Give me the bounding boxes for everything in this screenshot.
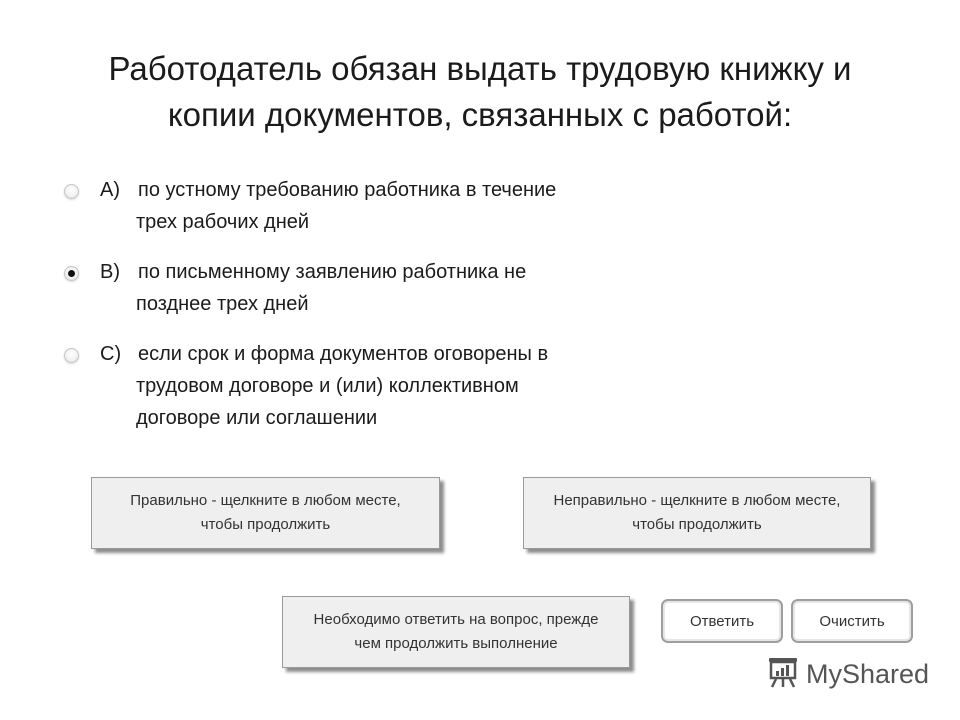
correct-feedback-line-1: Правильно - щелкните в любом месте,: [130, 492, 401, 509]
radio-c[interactable]: [64, 348, 79, 363]
option-b-text-line-2: позднее трех дней: [136, 293, 309, 315]
incorrect-feedback-box[interactable]: [523, 477, 871, 549]
answer-required-box[interactable]: [282, 596, 630, 668]
option-a-text-line-1: по устному требованию работника в течение: [138, 179, 557, 201]
option-b-text-line-1: по письменному заявлению работника не: [138, 261, 527, 283]
option-a-letter: A): [100, 179, 120, 201]
watermark-text: MyShared: [806, 659, 930, 689]
option-a[interactable]: [64, 175, 664, 237]
option-c-text-line-3: договоре или соглашении: [136, 407, 378, 429]
clear-button[interactable]: Очистить: [791, 599, 913, 643]
radio-b-selected[interactable]: [64, 266, 79, 281]
incorrect-feedback-line-1: Неправильно - щелкните в любом месте,: [553, 492, 841, 509]
radio-a[interactable]: [64, 184, 79, 199]
question-title: [60, 46, 900, 138]
option-c-text-line-1: если срок и форма документов оговорены в: [138, 343, 549, 365]
option-b-letter: B): [100, 261, 120, 283]
question-line-2: копии документов, связанных с работой:: [167, 96, 793, 133]
answer-required-line-2: чем продолжить выполнение: [354, 635, 558, 652]
correct-feedback-box[interactable]: [91, 477, 440, 549]
submit-button[interactable]: Ответить: [661, 599, 783, 643]
option-c-letter: C): [100, 343, 122, 365]
myshared-watermark: [766, 655, 929, 694]
question-line-1: Работодатель обязан выдать трудовую книжку и: [108, 50, 852, 87]
correct-feedback-line-2: чтобы продолжить: [200, 516, 331, 533]
option-b[interactable]: [64, 257, 664, 319]
option-c[interactable]: [64, 339, 664, 433]
option-a-text-line-2: трех рабочих дней: [136, 211, 310, 233]
presentation-board-icon: [766, 655, 800, 694]
incorrect-feedback-line-2: чтобы продолжить: [632, 516, 762, 533]
option-c-text-line-2: трудовом договоре и (или) коллективном: [136, 375, 519, 397]
answer-required-line-1: Необходимо ответить на вопрос, прежде: [313, 611, 599, 628]
